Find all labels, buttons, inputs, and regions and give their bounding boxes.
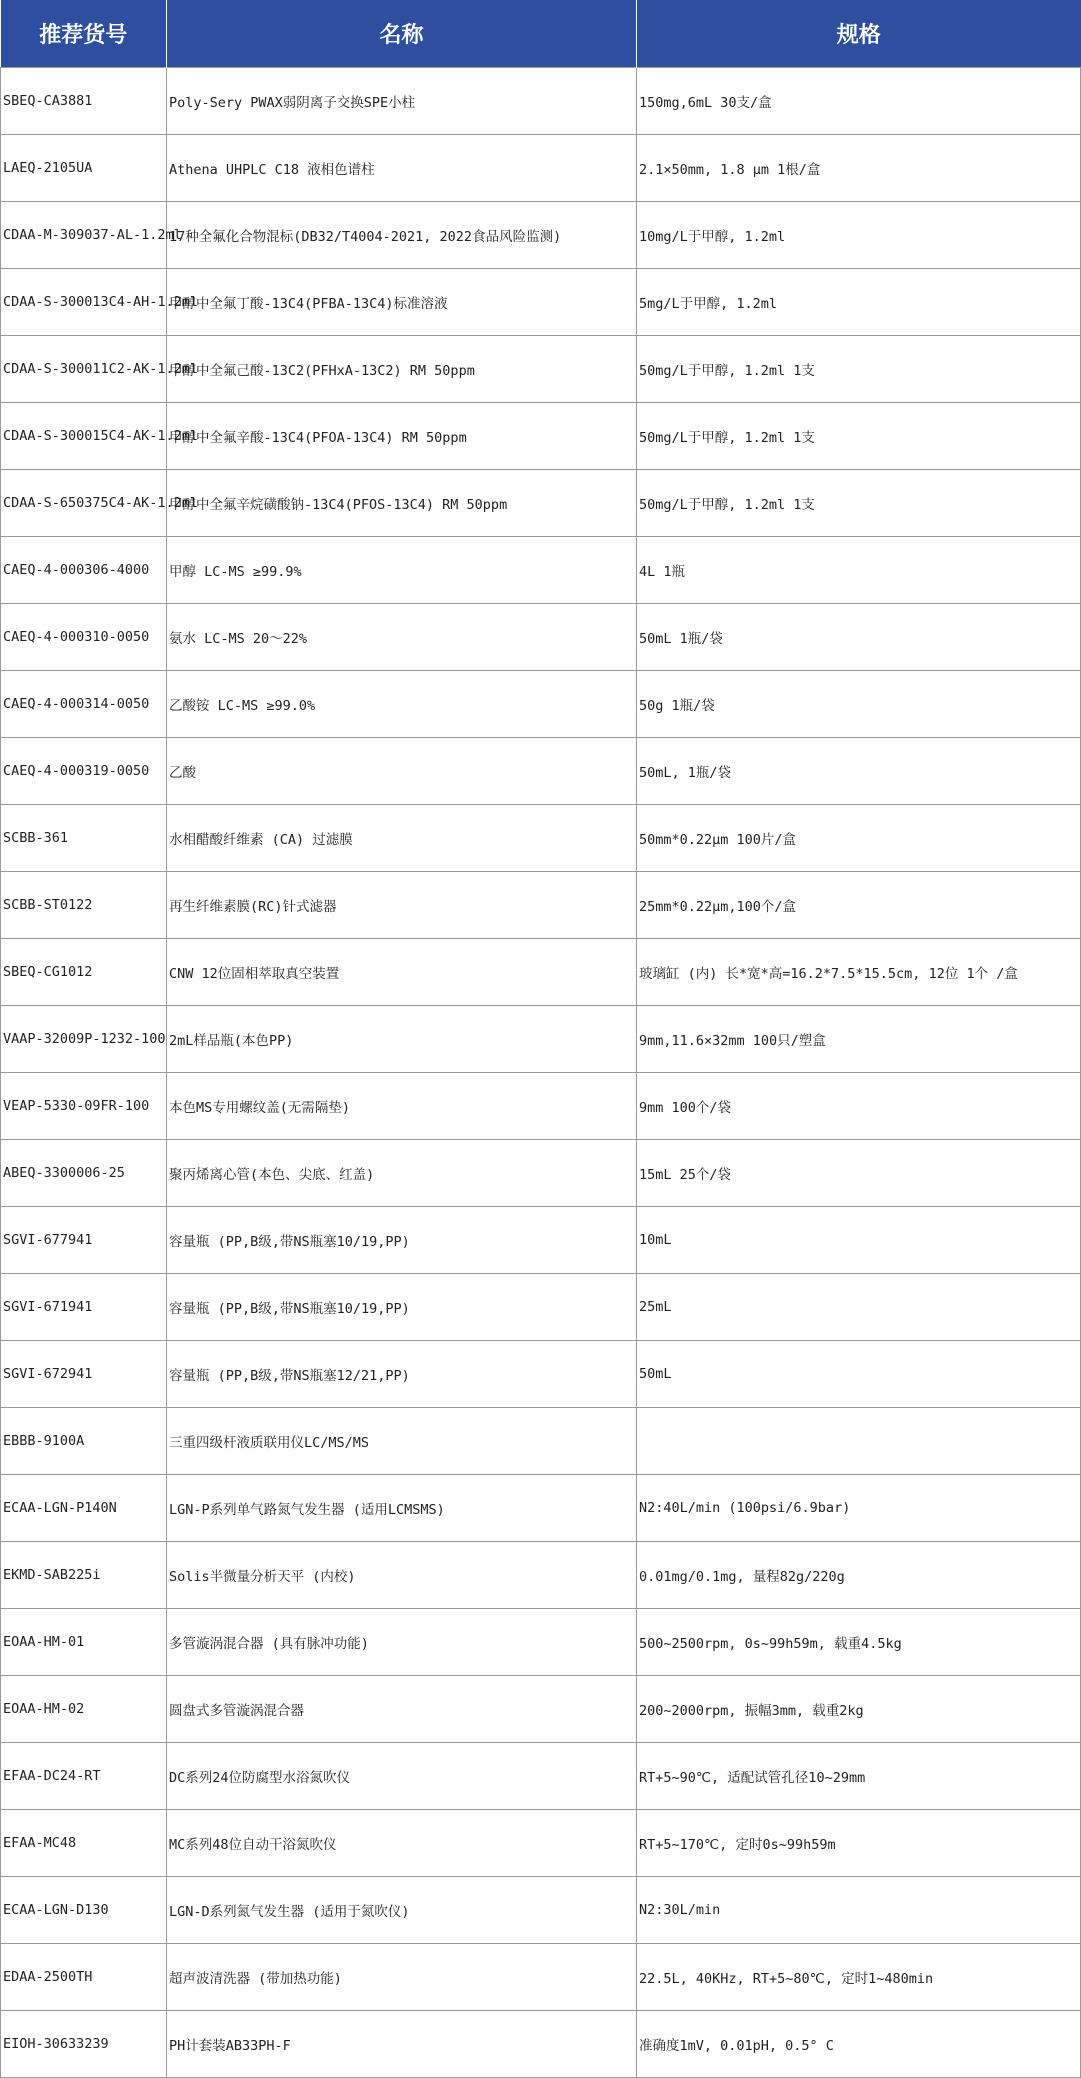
- table-row: [1, 1743, 1081, 1810]
- product-name-cell: 乙酸铵 LC-MS ≥99.0%: [167, 671, 637, 738]
- table-row: [1, 1609, 1081, 1676]
- table-row: [1, 1877, 1081, 1944]
- table-row: [1, 872, 1081, 939]
- item-number-cell: ECAA-LGN-D130: [1, 1877, 167, 1944]
- product-name-cell: 圆盘式多管漩涡混合器: [167, 1676, 637, 1743]
- product-name-cell: 多管漩涡混合器 (具有脉冲功能): [167, 1609, 637, 1676]
- item-number-cell: VAAP-32009P-1232-100: [1, 1006, 167, 1073]
- spec-cell: N2:30L/min: [637, 1877, 1081, 1944]
- item-number-cell: EOAA-HM-01: [1, 1609, 167, 1676]
- product-name-cell: 甲醇中全氟己酸-13C2(PFHxA-13C2) RM 50ppm: [167, 336, 637, 403]
- spec-cell: 50mg/L于甲醇, 1.2ml 1支: [637, 470, 1081, 537]
- item-number-cell: EFAA-MC48: [1, 1810, 167, 1877]
- item-number-cell: EDAA-2500TH: [1, 1944, 167, 2011]
- spec-cell: 0.01mg/0.1mg, 量程82g/220g: [637, 1542, 1081, 1609]
- spec-cell: 2.1×50mm, 1.8 μm 1根/盒: [637, 135, 1081, 202]
- item-number-cell: SCBB-361: [1, 805, 167, 872]
- spec-cell: 10mL: [637, 1207, 1081, 1274]
- spec-cell: 50mg/L于甲醇, 1.2ml 1支: [637, 403, 1081, 470]
- spec-cell: RT+5~170℃, 定时0s~99h59m: [637, 1810, 1081, 1877]
- item-number-cell: CAEQ-4-000306-4000: [1, 537, 167, 604]
- table-row: [1, 1542, 1081, 1609]
- product-name-cell: MC系列48位自动干浴氮吹仪: [167, 1810, 637, 1877]
- spec-cell: 50mL: [637, 1341, 1081, 1408]
- item-number-cell: CAEQ-4-000319-0050: [1, 738, 167, 805]
- spec-cell: 4L 1瓶: [637, 537, 1081, 604]
- spec-cell: 50mL, 1瓶/袋: [637, 738, 1081, 805]
- spec-cell: 5mg/L于甲醇, 1.2ml: [637, 269, 1081, 336]
- item-number-cell: SGVI-672941: [1, 1341, 167, 1408]
- product-name-cell: 甲醇中全氟丁酸-13C4(PFBA-13C4)标准溶液: [167, 269, 637, 336]
- table-row: [1, 1676, 1081, 1743]
- spec-cell: 150mg,6mL 30支/盒: [637, 68, 1081, 135]
- table-row: [1, 1810, 1081, 1877]
- item-number-cell: CDAA-M-309037-AL-1.2ml: [1, 202, 167, 269]
- table-row: [1, 135, 1081, 202]
- spec-cell: 500~2500rpm, 0s~99h59m, 载重4.5kg: [637, 1609, 1081, 1676]
- item-number-cell: CDAA-S-300011C2-AK-1.2ml: [1, 336, 167, 403]
- table-header-row: [1, 0, 1081, 68]
- product-name-cell: 超声波清洗器 (带加热功能): [167, 1944, 637, 2011]
- spec-cell: 10mg/L于甲醇, 1.2ml: [637, 202, 1081, 269]
- item-number-cell: ABEQ-3300006-25: [1, 1140, 167, 1207]
- spec-cell: 9mm,11.6×32mm 100只/塑盒: [637, 1006, 1081, 1073]
- item-number-cell: LAEQ-2105UA: [1, 135, 167, 202]
- product-name-cell: Solis半微量分析天平 (内校): [167, 1542, 637, 1609]
- table-row: [1, 68, 1081, 135]
- product-name-cell: 甲醇中全氟辛酸-13C4(PFOA-13C4) RM 50ppm: [167, 403, 637, 470]
- product-name-cell: 容量瓶 (PP,B级,带NS瓶塞10/19,PP): [167, 1207, 637, 1274]
- item-number-cell: CAEQ-4-000310-0050: [1, 604, 167, 671]
- product-name-cell: 2mL样品瓶(本色PP): [167, 1006, 637, 1073]
- table-row: [1, 1140, 1081, 1207]
- spec-cell: 25mL: [637, 1274, 1081, 1341]
- product-name-cell: 容量瓶 (PP,B级,带NS瓶塞10/19,PP): [167, 1274, 637, 1341]
- spec-cell: 50g 1瓶/袋: [637, 671, 1081, 738]
- table-row: [1, 939, 1081, 1006]
- item-number-cell: SBEQ-CA3881: [1, 68, 167, 135]
- spec-cell: 50mm*0.22μm 100片/盒: [637, 805, 1081, 872]
- product-name-cell: 甲醇中全氟辛烷磺酸钠-13C4(PFOS-13C4) RM 50ppm: [167, 470, 637, 537]
- spec-cell: 9mm 100个/袋: [637, 1073, 1081, 1140]
- table-row: [1, 1341, 1081, 1408]
- table-row: [1, 403, 1081, 470]
- item-number-cell: EOAA-HM-02: [1, 1676, 167, 1743]
- spec-cell: 25mm*0.22μm,100个/盒: [637, 872, 1081, 939]
- table-row: [1, 1006, 1081, 1073]
- table-row: [1, 1274, 1081, 1341]
- table-row: [1, 537, 1081, 604]
- item-number-cell: CDAA-S-300013C4-AH-1.2ml: [1, 269, 167, 336]
- table-row: [1, 1408, 1081, 1475]
- product-name-cell: DC系列24位防腐型水浴氮吹仪: [167, 1743, 637, 1810]
- product-name-cell: 聚丙烯离心管(本色、尖底、红盖): [167, 1140, 637, 1207]
- table-row: [1, 1207, 1081, 1274]
- table-row: [1, 738, 1081, 805]
- spec-cell: 50mg/L于甲醇, 1.2ml 1支: [637, 336, 1081, 403]
- product-name-cell: 氨水 LC-MS 20～22%: [167, 604, 637, 671]
- table-row: [1, 269, 1081, 336]
- product-name-cell: 17种全氟化合物混标(DB32/T4004-2021, 2022食品风险监测): [167, 202, 637, 269]
- item-number-cell: SCBB-ST0122: [1, 872, 167, 939]
- spec-cell: [637, 1408, 1081, 1475]
- item-number-cell: EFAA-DC24-RT: [1, 1743, 167, 1810]
- product-name-cell: 三重四级杆液质联用仪LC/MS/MS: [167, 1408, 637, 1475]
- spec-cell: RT+5~90℃, 适配试管孔径10~29mm: [637, 1743, 1081, 1810]
- table-row: [1, 470, 1081, 537]
- item-number-cell: EBBB-9100A: [1, 1408, 167, 1475]
- product-name-cell: Athena UHPLC C18 液相色谱柱: [167, 135, 637, 202]
- table-row: [1, 2011, 1081, 2078]
- product-name-cell: Poly-Sery PWAX弱阴离子交换SPE小柱: [167, 68, 637, 135]
- item-number-cell: CDAA-S-300015C4-AK-1.2ml: [1, 403, 167, 470]
- table-row: [1, 604, 1081, 671]
- item-number-cell: SGVI-671941: [1, 1274, 167, 1341]
- spec-cell: 22.5L, 40KHz, RT+5~80℃, 定时1~480min: [637, 1944, 1081, 2011]
- item-number-cell: ECAA-LGN-P140N: [1, 1475, 167, 1542]
- item-number-cell: CDAA-S-650375C4-AK-1.2ml: [1, 470, 167, 537]
- item-number-cell: EKMD-SAB225i: [1, 1542, 167, 1609]
- spec-cell: 准确度1mV, 0.01pH, 0.5° C: [637, 2011, 1081, 2078]
- product-name-cell: 再生纤维素膜(RC)针式滤器: [167, 872, 637, 939]
- spec-cell: 15mL 25个/袋: [637, 1140, 1081, 1207]
- header-spec: 规格: [637, 0, 1081, 68]
- product-name-cell: 本色MS专用螺纹盖(无需隔垫): [167, 1073, 637, 1140]
- table-row: [1, 336, 1081, 403]
- product-name-cell: PH计套装AB33PH-F: [167, 2011, 637, 2078]
- table-row: [1, 1475, 1081, 1542]
- product-name-cell: 甲醇 LC-MS ≥99.9%: [167, 537, 637, 604]
- table-row: [1, 1944, 1081, 2011]
- product-name-cell: CNW 12位固相萃取真空装置: [167, 939, 637, 1006]
- product-name-cell: LGN-D系列氮气发生器 (适用于氮吹仪): [167, 1877, 637, 1944]
- header-name: 名称: [167, 0, 637, 68]
- item-number-cell: SBEQ-CG1012: [1, 939, 167, 1006]
- item-number-cell: CAEQ-4-000314-0050: [1, 671, 167, 738]
- product-name-cell: LGN-P系列单气路氮气发生器 (适用LCMSMS): [167, 1475, 637, 1542]
- table-row: [1, 671, 1081, 738]
- header-item-no: 推荐货号: [1, 0, 167, 68]
- spec-cell: 玻璃缸 (内) 长*宽*高=16.2*7.5*15.5cm, 12位 1个 /盒: [637, 939, 1081, 1006]
- spec-cell: 50mL 1瓶/袋: [637, 604, 1081, 671]
- table-row: [1, 202, 1081, 269]
- item-number-cell: VEAP-5330-09FR-100: [1, 1073, 167, 1140]
- table-row: [1, 805, 1081, 872]
- product-name-cell: 乙酸: [167, 738, 637, 805]
- product-name-cell: 水相醋酸纤维素 (CA) 过滤膜: [167, 805, 637, 872]
- product-name-cell: 容量瓶 (PP,B级,带NS瓶塞12/21,PP): [167, 1341, 637, 1408]
- spec-cell: N2:40L/min (100psi/6.9bar): [637, 1475, 1081, 1542]
- item-number-cell: EIOH-30633239: [1, 2011, 167, 2078]
- spec-cell: 200~2000rpm, 振幅3mm, 载重2kg: [637, 1676, 1081, 1743]
- table-row: [1, 1073, 1081, 1140]
- item-number-cell: SGVI-677941: [1, 1207, 167, 1274]
